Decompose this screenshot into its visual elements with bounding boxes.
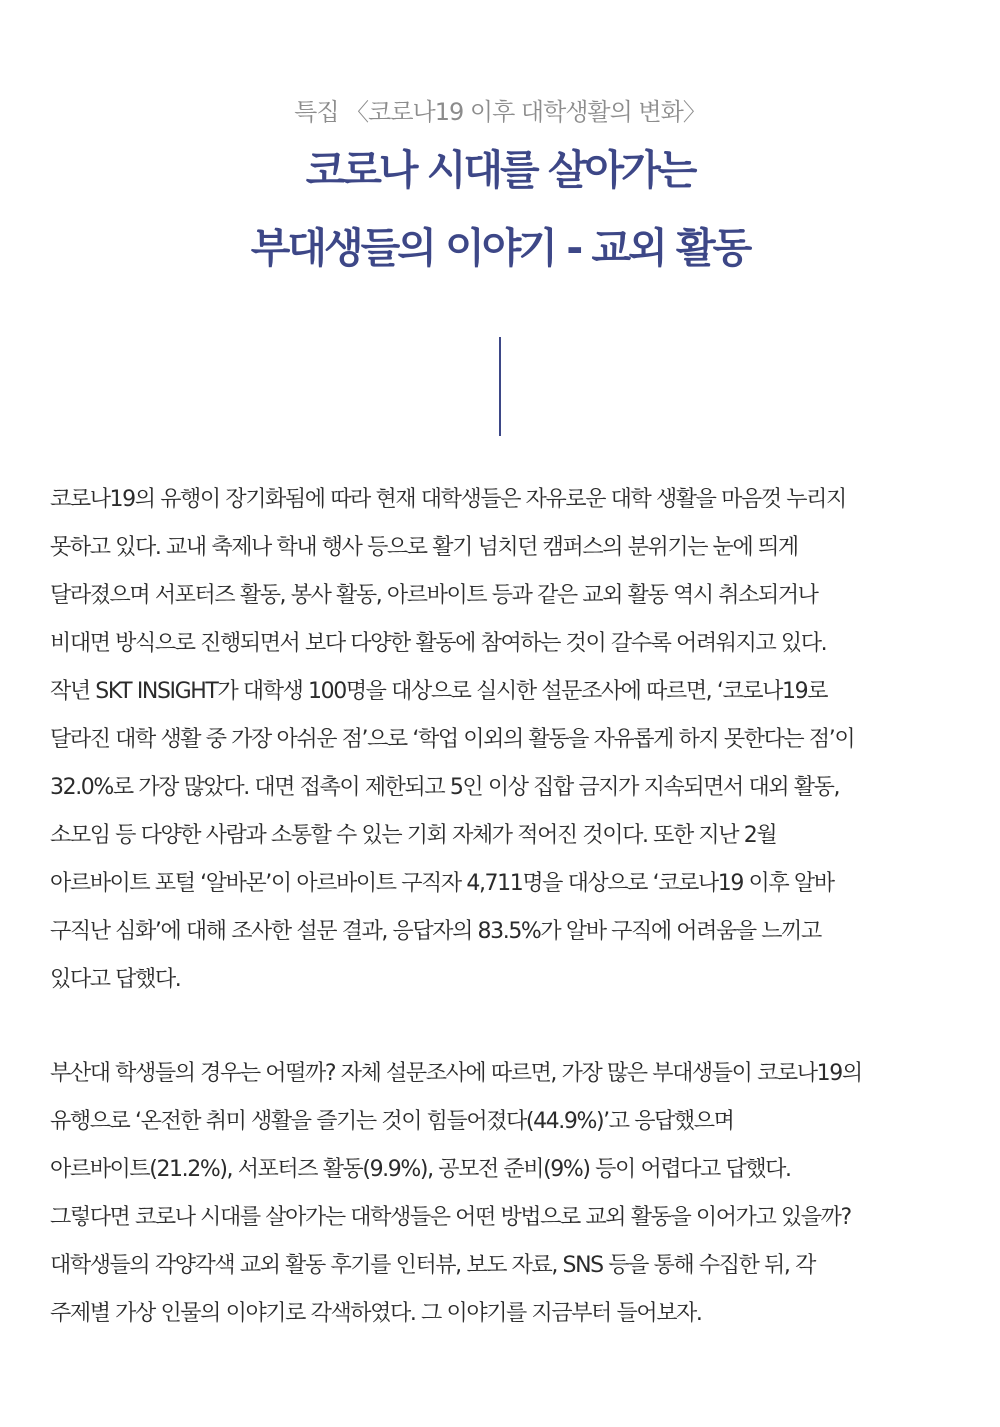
title-line-2: 부대생들의 이야기 - 교외 활동	[250, 224, 750, 272]
text-line: 그렇다면 코로나 시대를 살아가는 대학생들은 어떤 방법으로 교외 활동을 이어가고 있을까?	[50, 1205, 851, 1230]
text-line: 못하고 있다. 교내 축제나 학내 행사 등으로 활기 넘치던 캠퍼스의 분위기는 눈에 띄게	[50, 535, 798, 560]
section-kicker: 특집 〈코로나19 이후 대학생활의 변화〉	[294, 98, 706, 126]
text-line: 부산대 학생들의 경우는 어떨까? 자체 설문조사에 따르면, 가장 많은 부대생들이 코로나19의	[50, 1061, 862, 1086]
text-line: 유행으로 ‘온전한 취미 생활을 즐기는 것이 힘들어졌다(44.9%)’고 응답했으며	[50, 1109, 734, 1134]
vertical-divider	[499, 337, 501, 436]
text-line: 아르바이트(21.2%), 서포터즈 활동(9.9%), 공모전 준비(9%) 등이 어렵다고 답했다.	[50, 1157, 791, 1182]
body-paragraph-1	[50, 476, 950, 1004]
text-line: 대학생들의 각양각색 교외 활동 후기를 인터뷰, 보도 자료, SNS 등을 통해 수집한 뒤, 각	[50, 1253, 815, 1278]
text-line: 비대면 방식으로 진행되면서 보다 다양한 활동에 참여하는 것이 갈수록 어려워지고 있다.	[50, 631, 827, 656]
text-line: 코로나19의 유행이 장기화됨에 따라 현재 대학생들은 자유로운 대학 생활을 마음껏 누리지	[50, 487, 846, 512]
text-line: 있다고 답했다.	[50, 967, 181, 992]
text-line: 소모임 등 다양한 사람과 소통할 수 있는 기회 자체가 적어진 것이다. 또한 지난 2월	[50, 823, 777, 848]
text-line: 작년 SKT INSIGHT가 대학생 100명을 대상으로 실시한 설문조사에 따르면, ‘코로나19로	[50, 679, 828, 704]
text-line: 구직난 심화’에 대해 조사한 설문 결과, 응답자의 83.5%가 알바 구직에 어려움을 느끼고	[50, 919, 821, 944]
text-line: 주제별 가상 인물의 이야기로 각색하였다. 그 이야기를 지금부터 들어보자.	[50, 1301, 702, 1326]
text-line: 32.0%로 가장 많았다. 대면 접촉이 제한되고 5인 이상 집합 금지가 지속되면서 대외 활동,	[50, 775, 840, 800]
body-paragraph-2	[50, 1050, 950, 1338]
text-line: 아르바이트 포털 ‘알바몬’이 아르바이트 구직자 4,711명을 대상으로 ‘코로나19 이후 알바	[50, 871, 834, 896]
title-line-1: 코로나 시대를 살아가는	[305, 146, 695, 194]
text-line: 달라진 대학 생활 중 가장 아쉬운 점’으로 ‘학업 이외의 활동을 자유롭게 하지 못한다는 점’이	[50, 727, 855, 752]
text-line: 달라졌으며 서포터즈 활동, 봉사 활동, 아르바이트 등과 같은 교외 활동 역시 취소되거나	[50, 583, 818, 608]
